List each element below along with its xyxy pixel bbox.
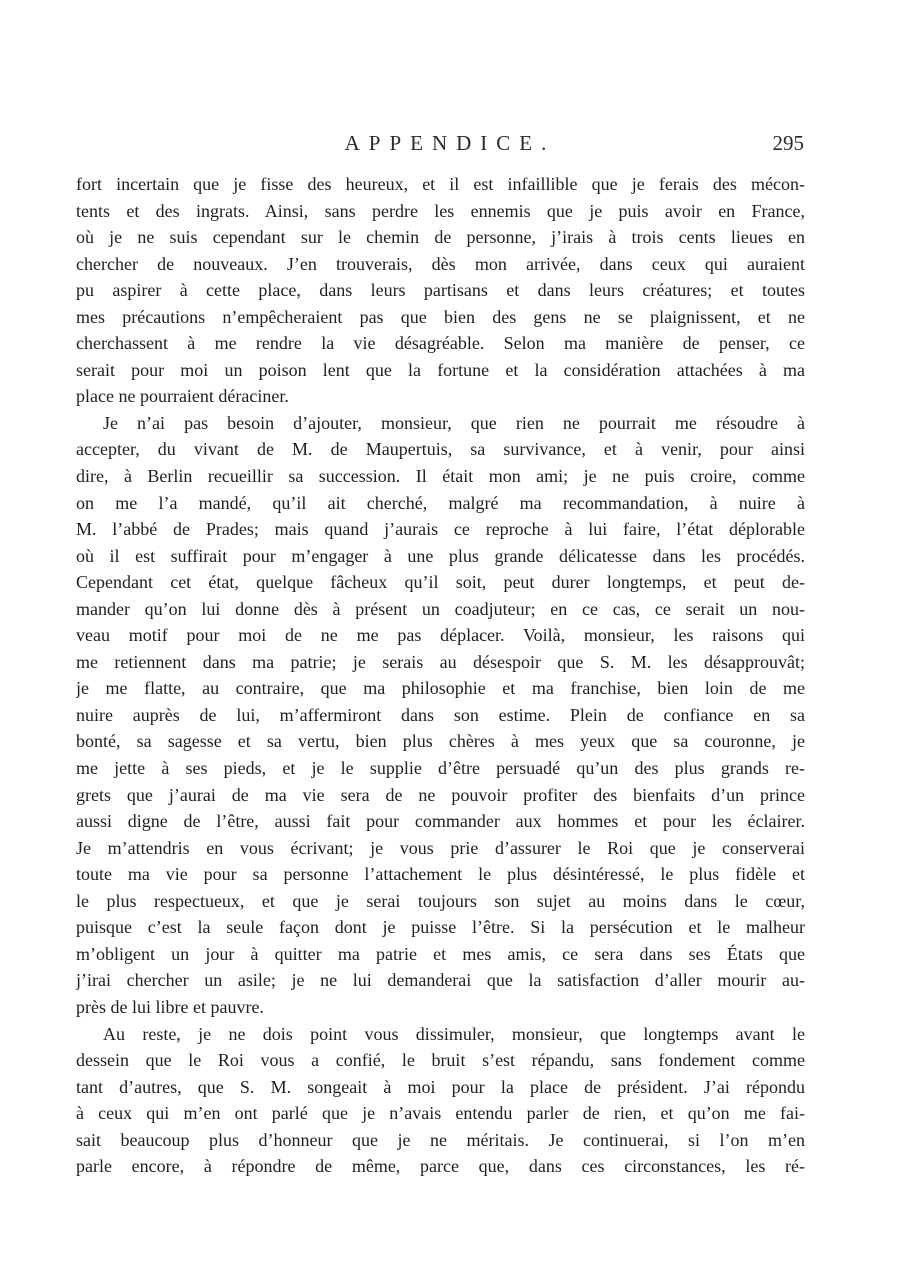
text-line: on me l’a mandé, qu’il ait cherché, malgré ma recommandation, à nuire à (76, 492, 805, 513)
text-line: chercher de nouveaux. J’en trouverais, dès mon arrivée, dans ceux qui auraient (76, 253, 805, 274)
text-line: cherchassent à me rendre la vie désagréable. Selon ma manière de penser, ce (76, 333, 805, 354)
text-line: dire, à Berlin recueillir sa succession. Il était mon ami; je ne puis croire, comme (76, 466, 805, 487)
text-line: serait pour moi un poison lent que la fortune et la considération attachées à ma (76, 359, 805, 380)
text-line: grets que j’aurai de ma vie sera de ne pouvoir profiter des bienfaits d’un prince (76, 784, 805, 805)
running-head (0, 127, 900, 167)
text-line: à ceux qui m’en ont parlé que je n’avais entendu parler de rien, et qu’on me fai- (76, 1103, 805, 1124)
text-line: le plus respectueux, et que je serai toujours son sujet au moins dans le cœur, (76, 890, 805, 911)
text-line: près de lui libre et pauvre. (76, 996, 264, 1017)
text-line: je me flatte, au contraire, que ma philosophie et ma franchise, bien loin de me (76, 678, 805, 699)
text-line: sait beaucoup plus d’honneur que je ne méritais. Je continuerai, si l’on m’en (76, 1129, 805, 1150)
text-line: tant d’autres, que S. M. songeait à moi pour la place de président. J’ai répondu (76, 1076, 805, 1097)
text-line: tents et des ingrats. Ainsi, sans perdre les ennemis que je puis avoir en France, (76, 200, 805, 221)
text-line: dessein que le Roi vous a confié, le bruit s’est répandu, sans fondement comme (76, 1050, 805, 1071)
body-text (76, 171, 805, 1180)
text-line: mes précautions n’empêcheraient pas que bien des gens ne se plaignissent, et ne (76, 306, 805, 327)
text-line: où il est suffirait pour m’engager à une plus grande délicatesse dans les procédés. (76, 545, 805, 566)
text-line: parle encore, à répondre de même, parce que, dans ces circonstances, les ré- (76, 1156, 805, 1177)
text-line: Je m’attendris en vous écrivant; je vous prie d’assurer le Roi que je conserverai (76, 837, 805, 858)
text-line: me jette à ses pieds, et je le supplie d’être persuadé qu’un des plus grands re- (76, 758, 805, 779)
running-title: APPENDICE. (344, 131, 556, 155)
text-line: bonté, sa sagesse et sa vertu, bien plus chères à mes yeux que sa couronne, je (76, 731, 805, 752)
text-line: me retiennent dans ma patrie; je serais au désespoir que S. M. les désapprouvât; (76, 651, 805, 672)
text-line: j’irai chercher un asile; je ne lui demanderai que la satisfaction d’aller mourir au- (76, 970, 805, 991)
text-line: M. l’abbé de Prades; mais quand j’aurais ce reproche à lui faire, l’état déplorable (76, 519, 805, 540)
text-line: où je ne suis cependant sur le chemin de personne, j’irais à trois cents lieues en (76, 227, 805, 248)
text-line: m’obligent un jour à quitter ma patrie et mes amis, ce sera dans ses États que (76, 943, 805, 964)
text-line: nuire auprès de lui, m’affermiront dans son estime. Plein de confiance en sa (76, 704, 805, 725)
text-line: Je n’ai pas besoin d’ajouter, monsieur, que rien ne pourrait me résoudre à (103, 412, 805, 433)
text-line: pu aspirer à cette place, dans leurs partisans et dans leurs créatures; et toutes (76, 280, 805, 301)
text-line: accepter, du vivant de M. de Maupertuis, sa survivance, et à venir, pour ainsi (76, 439, 805, 460)
text-line: aussi digne de l’être, aussi fait pour commander aux hommes et pour les éclairer. (76, 811, 805, 832)
text-line: veau motif pour moi de ne me pas déplacer. Voilà, monsieur, les raisons qui (76, 625, 805, 646)
text-line: Au reste, je ne dois point vous dissimuler, monsieur, que longtemps avant le (103, 1023, 805, 1044)
text-line: place ne pourraient déraciner. (76, 386, 289, 407)
text-line: puisque c’est la seule façon dont je puisse l’être. Si la persécution et le malheur (76, 917, 805, 938)
text-line: toute ma vie pour sa personne l’attachement le plus désintéressé, le plus fidèle et (76, 864, 805, 885)
page-number: 295 (772, 131, 804, 155)
text-line: fort incertain que je fisse des heureux, et il est infaillible que je ferais des mécon- (76, 174, 805, 194)
text-line: Cependant cet état, quelque fâcheux qu’il soit, peut durer longtemps, et peut de- (76, 572, 805, 593)
text-line: mander qu’on lui donne dès à présent un coadjuteur; en ce cas, ce serait un nou- (76, 598, 805, 619)
